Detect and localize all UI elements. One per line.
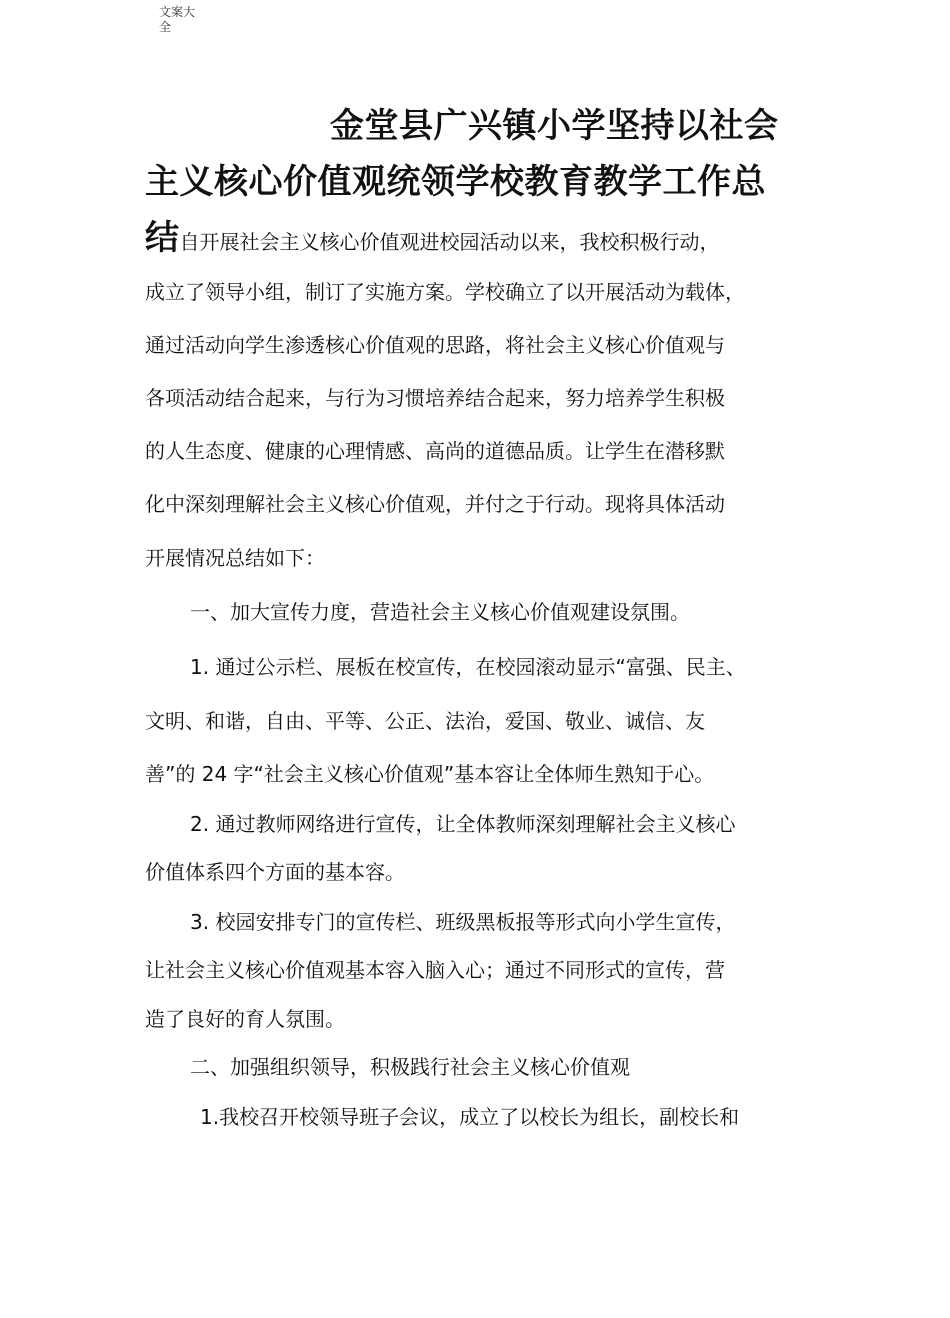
body-line: 各项活动结合起来，与行为习惯培养结合起来，努力培养学生积极 bbox=[145, 386, 725, 410]
body-line: 让社会主义核心价值观基本容入脑入心；通过不同形式的宣传，营 bbox=[145, 958, 725, 982]
body-line: 成立了领导小组，制订了实施方案。学校确立了以开展活动为载体， bbox=[145, 280, 745, 304]
body-line: 化中深刻理解社会主义核心价值观，并付之于行动。现将具体活动 bbox=[145, 492, 725, 516]
title-line-3-char: 结 bbox=[145, 218, 180, 258]
section-heading-2: 二、加强组织领导，积极践行社会主义核心价值观 bbox=[190, 1055, 630, 1079]
body-line: 开展情况总结如下： bbox=[145, 546, 325, 570]
body-line: 文明、和谐，自由、平等、公正、法治，爱国、敬业、诚信、友 bbox=[145, 709, 705, 733]
body-line: 1.我校召开校领导班子会议，成立了以校长为组长，副校长和 bbox=[200, 1105, 740, 1129]
body-line: 1. 通过公示栏、展板在校宣传，在校园滚动显示“富强、民主、 bbox=[190, 655, 746, 679]
title-line-1: 金堂县广兴镇小学坚持以社会 bbox=[330, 106, 779, 146]
body-line: 3. 校园安排专门的宣传栏、班级黑板报等形式向小学生宣传， bbox=[190, 910, 736, 934]
body-line: 2. 通过教师网络进行宣传，让全体教师深刻理解社会主义核心 bbox=[190, 812, 736, 836]
title-line-3 bbox=[145, 210, 825, 270]
body-line-first: 自开展社会主义核心价值观进校园活动以来，我校积极行动， bbox=[179, 230, 720, 254]
body-line: 造了良好的育人氛围。 bbox=[145, 1007, 345, 1031]
section-heading-1: 一、加大宣传力度，营造社会主义核心价值观建设氛围。 bbox=[190, 600, 690, 624]
body-line: 善”的 24 字“社会主义核心价值观”基本容让全体师生熟知于心。 bbox=[145, 762, 715, 786]
body-line: 的人生态度、健康的心理情感、高尚的道德品质。让学生在潜移默 bbox=[145, 439, 725, 463]
header-tag: 文案大全 bbox=[159, 5, 196, 34]
document-title bbox=[145, 98, 825, 270]
title-line-2: 主义核心价值观统领学校教育教学工作总 bbox=[145, 162, 766, 202]
body-line: 价值体系四个方面的基本容。 bbox=[145, 860, 405, 884]
body-line: 通过活动向学生渗透核心价值观的思路，将社会主义核心价值观与 bbox=[145, 333, 725, 357]
